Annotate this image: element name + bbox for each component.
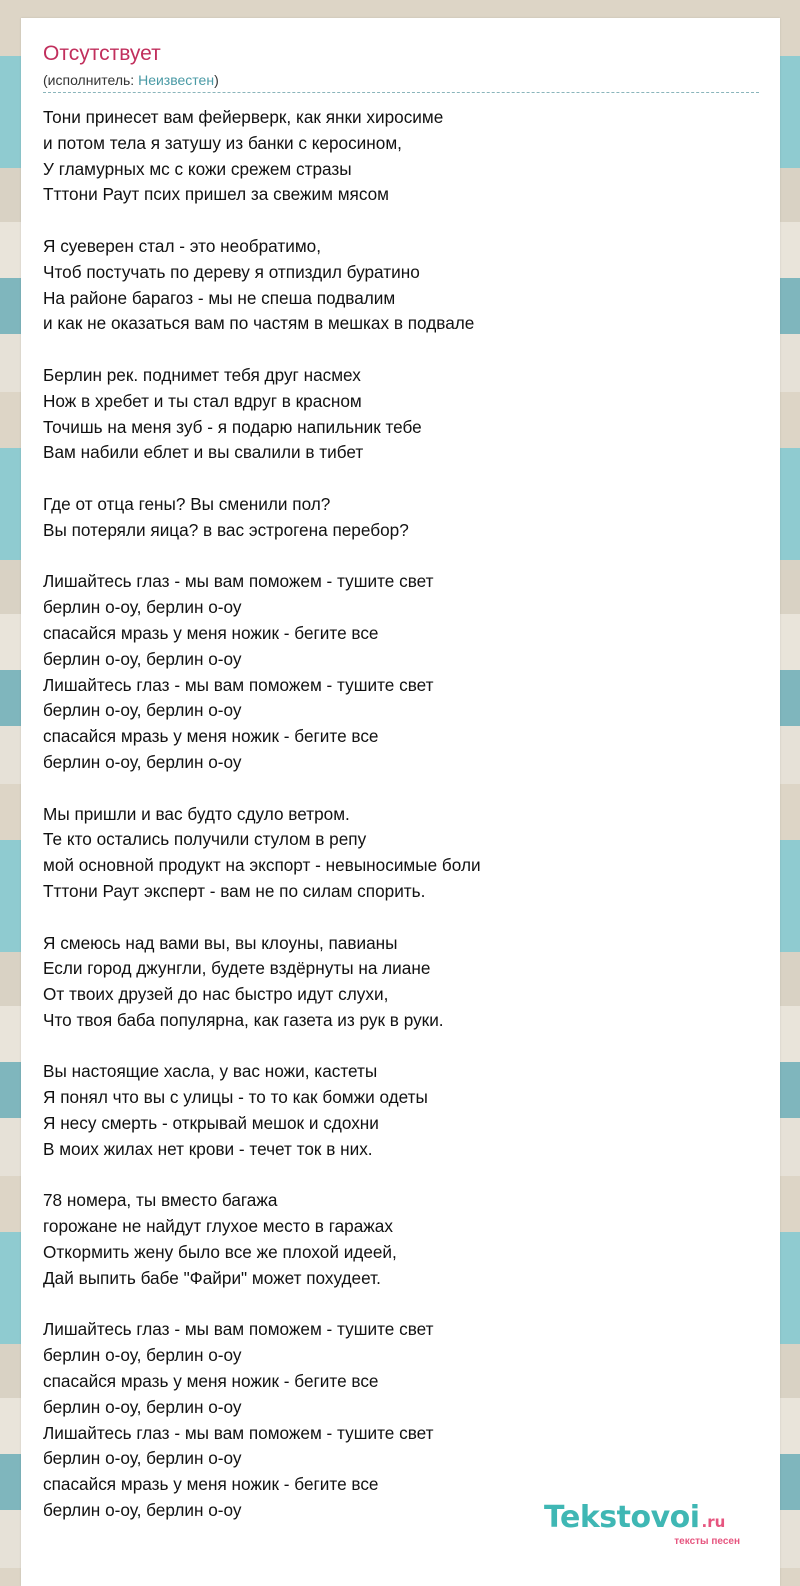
logo-wordmark: [544, 1500, 725, 1535]
lyrics-card: [21, 18, 780, 1586]
stanza-break: [43, 1292, 759, 1318]
lyric-line: Если город джунгли, будете вздёрнуты на лиане: [43, 958, 431, 979]
lyric-line: Тттони Раут псих пришел за свежим мясом: [43, 184, 389, 205]
lyric-line: В моих жилах нет крови - течет ток в них.: [43, 1138, 373, 1159]
lyric-line: берлин о-оу, берлин о-оу: [43, 597, 242, 618]
lyric-line: берлин о-оу, берлин о-оу: [43, 751, 242, 772]
performer-suffix: ): [214, 72, 219, 88]
logo-name: Tekstovoi: [544, 1500, 700, 1535]
performer-prefix: (исполнитель:: [43, 72, 139, 88]
logo-tagline: тексты песен: [674, 1536, 740, 1547]
lyric-line: Дай выпить бабе "Файри" может похудеет.: [43, 1267, 381, 1288]
lyric-line: спасайся мразь у меня ножик - бегите все: [43, 1371, 379, 1392]
stanza-break: [43, 1163, 759, 1189]
lyric-line: Откормить жену было все же плохой идеей,: [43, 1242, 397, 1263]
lyric-line: спасайся мразь у меня ножик - бегите все: [43, 622, 379, 643]
lyric-line: Я несу смерть - открывай мешок и сдохни: [43, 1113, 379, 1134]
lyric-line: Тони принесет вам фейерверк, как янки хиросиме: [43, 107, 444, 127]
logo-tld: .ru: [701, 1513, 726, 1531]
lyric-line: мой основной продукт на экспорт - невыносимые боли: [43, 855, 481, 876]
lyric-line: Я суеверен стал - это необратимо,: [43, 235, 321, 256]
lyric-line: берлин о-оу, берлин о-оу: [43, 1448, 242, 1469]
lyric-line: берлин о-оу, берлин о-оу: [43, 1500, 242, 1521]
lyric-line: Вы потеряли яица? в вас эстрогена перебор?: [43, 519, 409, 540]
lyric-line: Лишайтесь глаз - мы вам поможем - тушите свет: [43, 1319, 434, 1340]
stanza-break: [43, 544, 759, 570]
stanza-break: [43, 466, 759, 492]
lyric-line: Лишайтесь глаз - мы вам поможем - тушите свет: [43, 1422, 434, 1443]
lyric-line: Лишайтесь глаз - мы вам поможем - тушите свет: [43, 674, 434, 695]
lyric-line: Нож в хребет и ты стал вдруг в красном: [43, 390, 362, 411]
lyric-line: Я понял что вы с улицы - то то как бомжи одеты: [43, 1087, 428, 1108]
song-title: Отсутствует: [43, 42, 161, 65]
lyric-line: Где от отца гены? Вы сменили пол?: [43, 493, 331, 514]
stanza-break: [43, 905, 759, 931]
performer-link[interactable]: Неизвестен: [138, 72, 215, 88]
lyric-line: Мы пришли и вас будто сдуло ветром.: [43, 803, 350, 824]
stanza-break: [43, 1034, 759, 1060]
lyric-line: На районе барагоз - мы не спеша подвалим: [43, 287, 396, 308]
lyric-line: и как не оказаться вам по частям в мешках в подвале: [43, 313, 475, 334]
dashed-divider: [43, 92, 759, 93]
stanza-break: [43, 776, 759, 802]
lyric-line: берлин о-оу, берлин о-оу: [43, 700, 242, 721]
lyric-line: берлин о-оу, берлин о-оу: [43, 1396, 242, 1417]
stanza-break: [43, 208, 759, 234]
lyric-line: спасайся мразь у меня ножик - бегите все: [43, 1474, 379, 1495]
lyric-line: У гламурных мс с кожи срежем стразы: [43, 158, 352, 179]
lyric-line: Точишь на меня зуб - я подарю напильник тебе: [43, 416, 422, 437]
site-logo[interactable]: [544, 1500, 754, 1560]
lyric-line: Вы настоящие хасла, у вас ножи, кастеты: [43, 1061, 378, 1082]
stanza-break: [43, 337, 759, 363]
lyric-line: От твоих друзей до нас быстро идут слухи,: [43, 984, 389, 1005]
performer-line: [43, 72, 219, 88]
lyric-line: спасайся мразь у меня ножик - бегите все: [43, 726, 379, 747]
lyric-line: Я смеюсь над вами вы, вы клоуны, павианы: [43, 932, 398, 953]
lyric-line: Те кто остались получили стулом в репу: [43, 829, 367, 850]
lyric-line: Что твоя баба популярна, как газета из рук в руки.: [43, 1009, 444, 1030]
lyric-line: горожане не найдут глухое место в гаражах: [43, 1216, 393, 1237]
lyric-line: Чтоб постучать по дереву я отпиздил буратино: [43, 261, 420, 282]
lyric-line: и потом тела я затушу из банки с керосином,: [43, 132, 402, 153]
lyric-line: Лишайтесь глаз - мы вам поможем - тушите свет: [43, 571, 434, 592]
lyrics-text: [43, 105, 759, 1524]
lyric-line: 78 номера, ты вместо багажа: [43, 1190, 278, 1211]
lyric-line: берлин о-оу, берлин о-оу: [43, 1345, 242, 1366]
lyric-line: Берлин рек. поднимет тебя друг насмех: [43, 364, 361, 385]
lyric-line: Тттони Раут эксперт - вам не по силам спорить.: [43, 880, 426, 901]
lyric-line: берлин о-оу, берлин о-оу: [43, 648, 242, 669]
lyric-line: Вам набили еблет и вы свалили в тибет: [43, 442, 364, 463]
